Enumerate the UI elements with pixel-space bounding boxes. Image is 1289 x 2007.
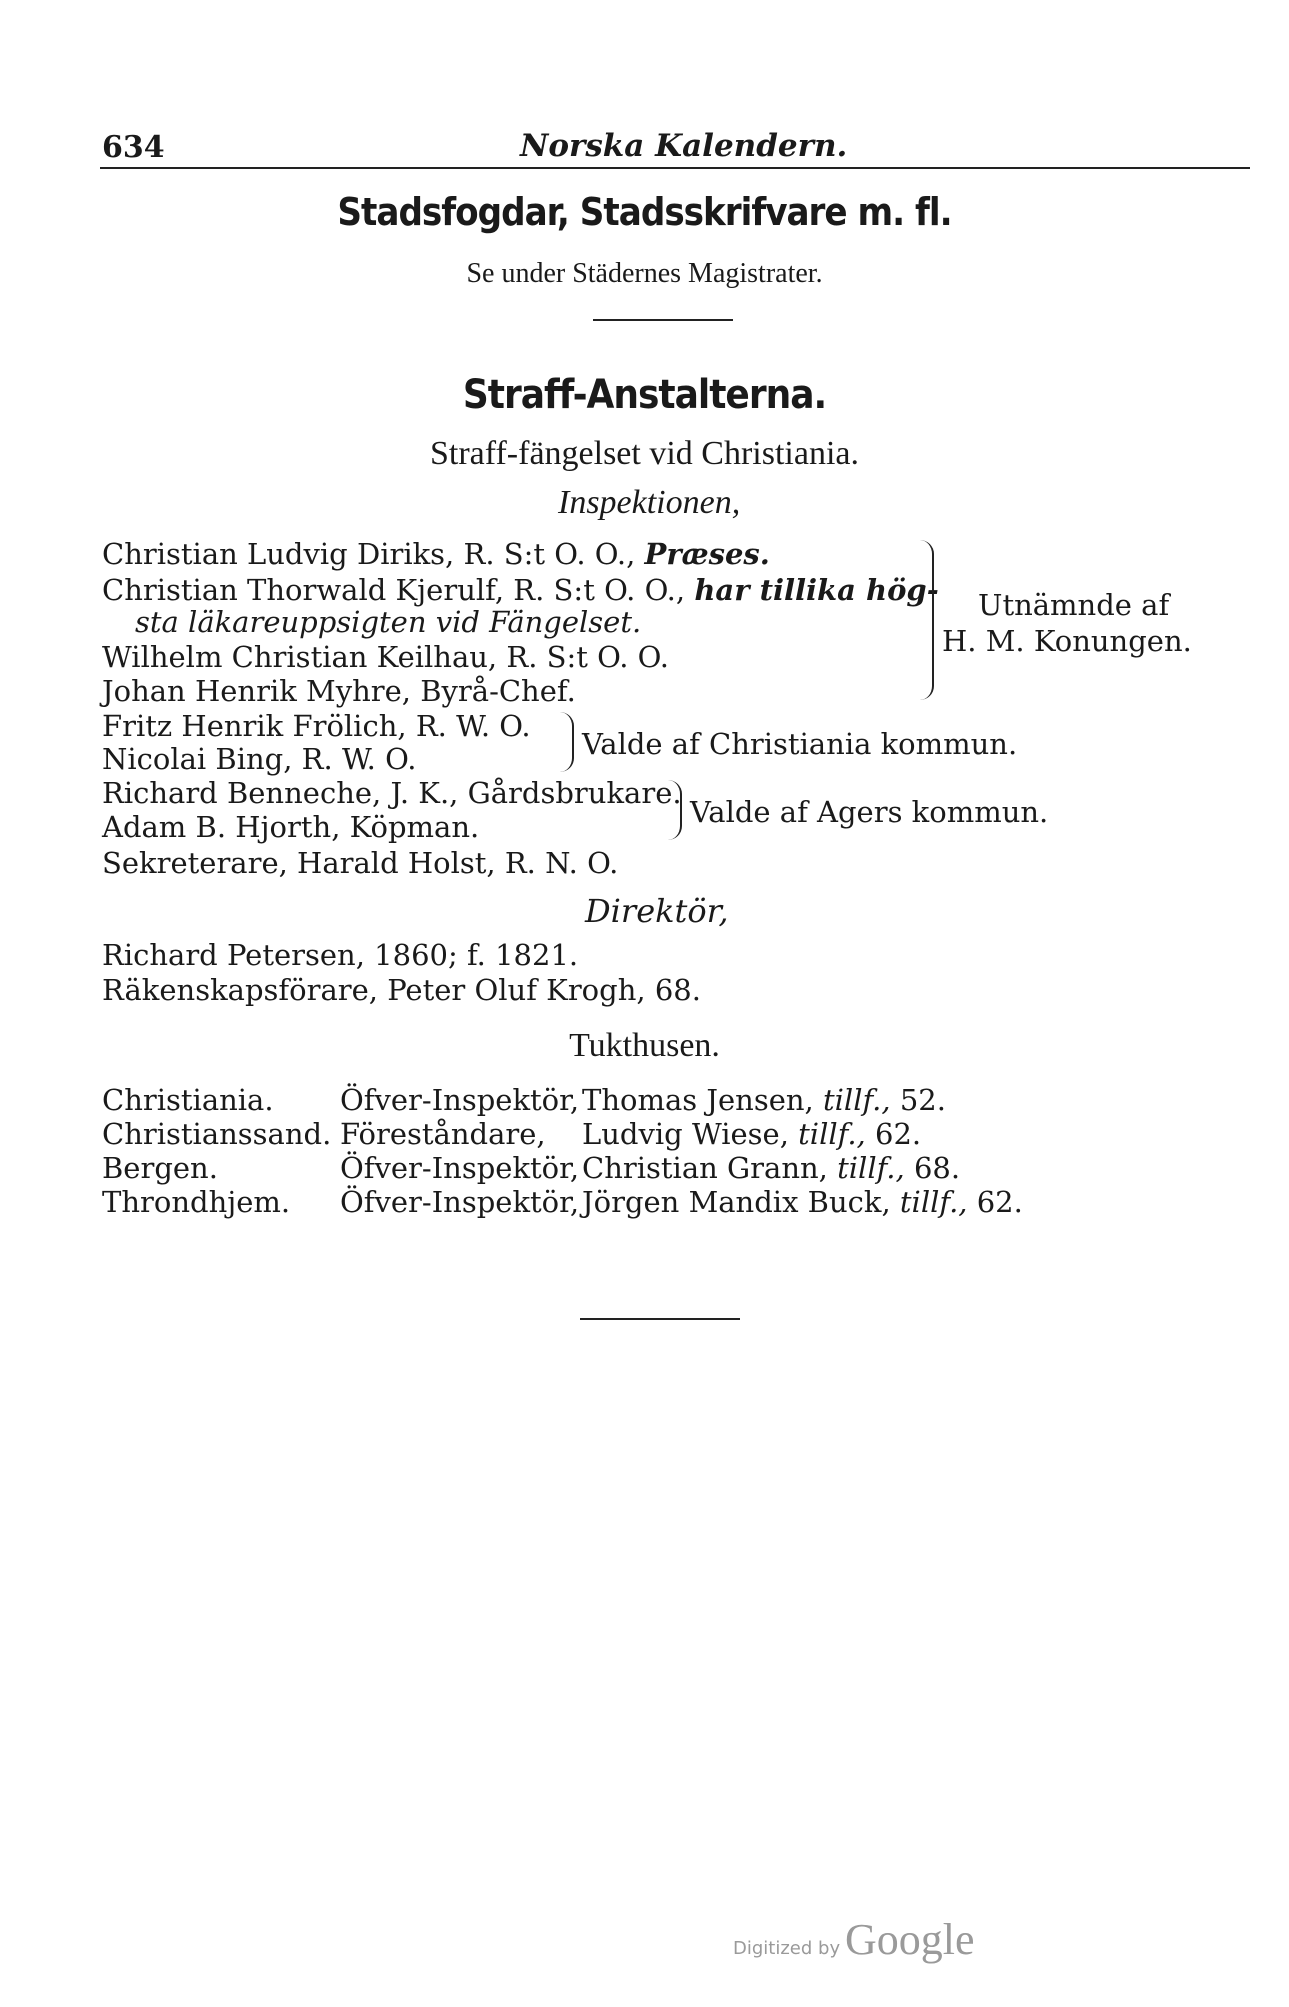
note-agers: Valde af Agers kommun. xyxy=(690,795,1049,829)
note-christiania: Valde af Christiania kommun. xyxy=(582,727,1018,761)
direktor-heading: Direktör, xyxy=(585,892,729,930)
tukthus-age: 62. xyxy=(875,1117,922,1151)
tukthus-tillf: tillf., xyxy=(837,1151,905,1185)
member-name: Christian Ludvig Diriks, R. S:t O. O., xyxy=(102,537,645,571)
tukthus-title: Öfver-Inspektör, xyxy=(340,1185,580,1219)
tukthus-title: Öfver-Inspektör, xyxy=(340,1083,580,1117)
member-role: har tillika hög- xyxy=(694,573,939,607)
member-name: Christian Thorwald Kjerulf, R. S:t O. O., xyxy=(102,573,695,607)
inspektionen-heading: Inspektionen, xyxy=(558,484,741,521)
tukthus-name xyxy=(582,1083,946,1117)
watermark-brand: Google xyxy=(845,1915,975,1964)
member-role: Præses. xyxy=(644,537,770,571)
tukthus-person: Thomas Jensen, xyxy=(582,1083,814,1117)
note-appointed-line1: Utnämnde af xyxy=(978,588,1170,622)
tukthus-person: Ludvig Wiese, xyxy=(582,1117,789,1151)
tukthus-age: 62. xyxy=(976,1185,1023,1219)
section-title-straff: Straff-Anstalterna. xyxy=(462,372,827,418)
tukthus-age: 52. xyxy=(899,1083,946,1117)
tukthus-title: Föreståndare, xyxy=(340,1117,546,1151)
tukthus-name xyxy=(582,1117,921,1151)
member-row: Fritz Henrik Frölich, R. W. O. xyxy=(102,709,531,743)
tukthus-tillf: tillf., xyxy=(899,1185,968,1219)
tukthus-tillf: tillf., xyxy=(823,1083,891,1117)
brace-appointed xyxy=(920,540,934,700)
tukthus-person: Christian Grann, xyxy=(582,1151,828,1185)
tukthus-title: Öfver-Inspektör, xyxy=(340,1151,580,1185)
tukthus-name xyxy=(582,1185,1023,1219)
brace-agers xyxy=(668,780,682,840)
member-row xyxy=(102,573,939,607)
tukthus-name xyxy=(582,1151,960,1185)
header-rule xyxy=(100,167,1250,169)
direktor-name: Richard Petersen, 1860; f. 1821. xyxy=(102,938,579,972)
member-row xyxy=(102,537,770,571)
note-appointed-line2: H. M. Konungen. xyxy=(942,624,1192,658)
tukthus-city: Christiania. xyxy=(102,1083,274,1117)
member-row: Wilhelm Christian Keilhau, R. S:t O. O. xyxy=(102,640,669,674)
tukthus-tillf: tillf., xyxy=(798,1117,866,1151)
tukthus-city: Bergen. xyxy=(102,1151,218,1185)
member-row: Nicolai Bing, R. W. O. xyxy=(102,742,417,776)
tukthus-age: 68. xyxy=(913,1151,961,1185)
running-title: Norska Kalendern. xyxy=(520,128,848,164)
member-role-continued: sta läkareuppsigten vid Fängelset. xyxy=(135,605,642,639)
straff-subtitle: Straff-fängelset vid Christiania. xyxy=(430,435,859,472)
member-row: Richard Benneche, J. K., Gårdsbrukare. xyxy=(102,776,682,810)
tukthusen-title: Tukthusen. xyxy=(569,1027,720,1064)
member-row: Adam B. Hjorth, Köpman. xyxy=(102,810,480,844)
tukthus-person: Jörgen Mandix Buck, xyxy=(582,1185,891,1219)
tukthus-city: Christianssand. xyxy=(102,1117,332,1151)
watermark-prefix: Digitized by xyxy=(733,1938,841,1959)
rakenskap-line: Räkenskapsförare, Peter Oluf Krogh, 68. xyxy=(102,973,701,1007)
end-divider xyxy=(580,1318,740,1320)
section-divider xyxy=(593,319,733,321)
tukthus-city: Throndhjem. xyxy=(102,1185,291,1219)
page-number: 634 xyxy=(102,130,165,165)
section-note-stadsfogdar: Se under Städernes Magistrater. xyxy=(466,258,823,289)
member-row: Sekreterare, Harald Holst, R. N. O. xyxy=(102,846,619,880)
section-title-stadsfogdar: Stadsfogdar, Stadsskrifvare m. fl. xyxy=(337,190,952,234)
brace-christiania xyxy=(560,712,574,772)
member-row: Johan Henrik Myhre, Byrå-Chef. xyxy=(102,674,576,708)
